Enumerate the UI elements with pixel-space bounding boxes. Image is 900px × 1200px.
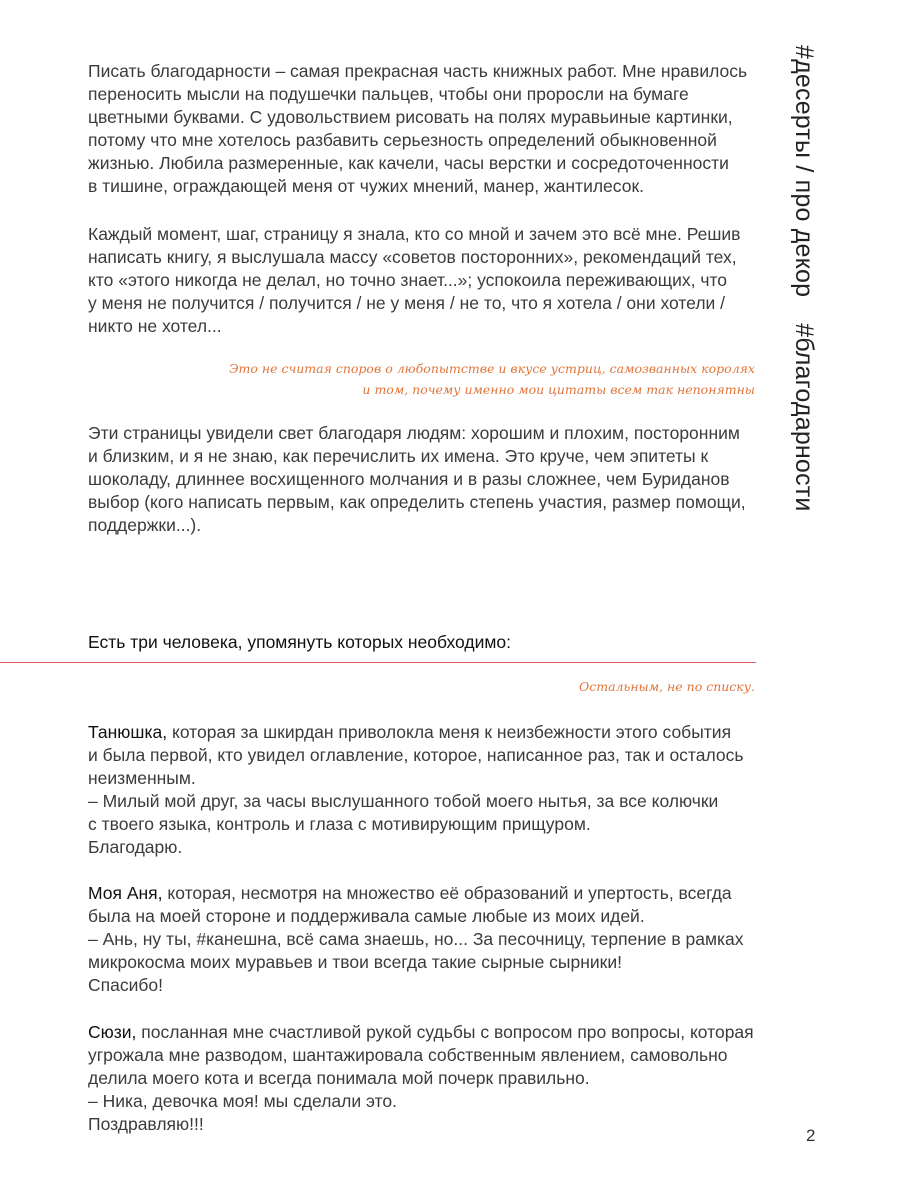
people-heading: Есть три человека, упомянуть которых необходимо: (88, 632, 511, 652)
text-line: с твоего языка, контроль и глаза с мотивирующим прищуром. (88, 814, 591, 834)
text-line: и близким, и я не знаю, как перечислить их имена. Это круче, чем эпитеты к (88, 446, 709, 466)
person-tanyushka (88, 721, 760, 859)
text-line: поддержки...). (88, 515, 202, 535)
side-note-others (115, 676, 755, 697)
page-number: 2 (806, 1126, 816, 1145)
divider-line (0, 662, 756, 663)
note-line: Это не считая споров о любопытстве и вкусе устриц, самозванных королях (228, 361, 755, 376)
text-fragment: посланная мне счастливой рукой судьбы с вопросом про вопросы, которая (136, 1022, 754, 1042)
person-name: Моя Аня, (88, 883, 163, 903)
side-note-oysters (115, 358, 755, 400)
person-anya (88, 882, 760, 997)
section-title-part2: #благодарности (790, 323, 818, 512)
text-line (88, 882, 760, 905)
text-line: Благодарю. (88, 837, 183, 857)
text-line: в тишине, ограждающей меня от чужих мнений, манер, жантилесок. (88, 176, 644, 196)
text-line: потому что мне хотелось разбавить серьезность определений обыкновенной (88, 130, 717, 150)
person-name: Танюшка, (88, 722, 168, 742)
text-line: написать книгу, я выслушала массу «советов посторонних», рекомендаций тех, (88, 247, 737, 267)
text-fragment: которая за шкирдан приволокла меня к неизбежности этого события (167, 722, 732, 742)
text-line: никто не хотел... (88, 316, 222, 336)
text-line: Писать благодарности – самая прекрасная часть книжных работ. Мне нравилось (88, 61, 748, 81)
section-title-part1: #десерты / про декор (790, 45, 818, 298)
text-line: и была первой, кто увидел оглавление, которое, написанное раз, так и осталось (88, 745, 744, 765)
text-line: микрокосма моих муравьев и твои всегда такие сырные сырники! (88, 952, 622, 972)
text-line: шоколаду, длиннее восхищенного молчания и в разы сложнее, чем Буриданов (88, 469, 730, 489)
section-title-vertical (789, 45, 819, 512)
text-line: Спасибо! (88, 975, 163, 995)
text-line: Поздравляю!!! (88, 1114, 204, 1134)
text-line: – Ника, девочка моя! мы сделали это. (88, 1091, 397, 1111)
text-line: Каждый момент, шаг, страницу я знала, кто со мной и зачем это всё мне. Решив (88, 224, 741, 244)
text-line: цветными буквами. С удовольствием рисовать на полях муравьиные картинки, (88, 107, 733, 127)
intro-paragraph-3 (88, 422, 760, 537)
text-line: кто «этого никогда не делал, но точно знает...»; успокоила переживающих, что (88, 270, 728, 290)
text-line (88, 721, 760, 744)
text-line: у меня не получится / получится / не у меня / не то, что я хотела / они хотели / (88, 293, 726, 313)
text-line: угрожала мне разводом, шантажировала собственным явлением, самовольно (88, 1045, 728, 1065)
intro-paragraph-2 (88, 223, 760, 338)
text-line: – Милый мой друг, за часы выслушанного тобой моего нытья, за все колючки (88, 791, 719, 811)
text-line: выбор (кого написать первым, как определить степень участия, размер помощи, (88, 492, 746, 512)
text-fragment: которая, несмотря на множество её образований и упертость, всегда (162, 883, 732, 903)
text-line: делила моего кота и всегда понимала мой почерк правильно. (88, 1068, 590, 1088)
text-line: – Ань, ну ты, #канешна, всё сама знаешь, но... За песочницу, терпение в рамках (88, 929, 744, 949)
text-line: была на моей стороне и поддерживала самые любые из моих идей. (88, 906, 645, 926)
text-line: Эти страницы увидели свет благодаря людям: хорошим и плохим, посторонним (88, 423, 740, 443)
note-line: Остальным, не по списку. (579, 679, 755, 694)
note-line: и том, почему именно мои цитаты всем так непонятны (362, 382, 755, 397)
text-line (88, 1021, 760, 1044)
intro-paragraph-1 (88, 60, 760, 198)
person-suzi (88, 1021, 760, 1136)
text-line: жизнью. Любила размеренные, как качели, часы верстки и сосредоточенности (88, 153, 729, 173)
text-line: переносить мысли на подушечки пальцев, чтобы они проросли на бумаге (88, 84, 689, 104)
text-line: неизменным. (88, 768, 196, 788)
person-name: Сюзи, (88, 1022, 137, 1042)
